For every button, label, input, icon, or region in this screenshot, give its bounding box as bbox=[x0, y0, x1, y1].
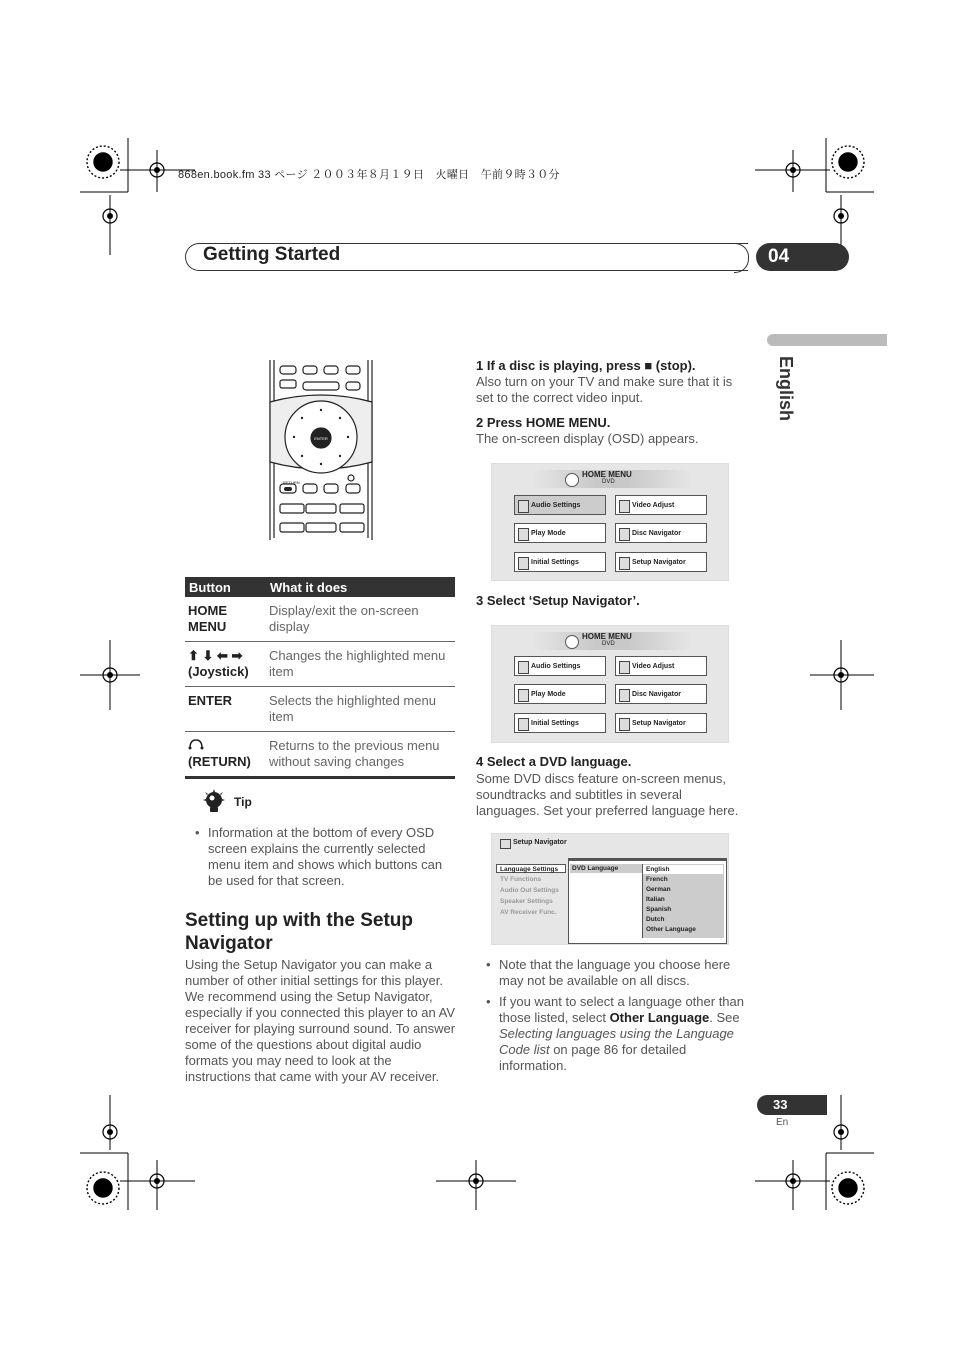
remote-return-label: RETURN bbox=[283, 480, 300, 485]
row-button-label: (RETURN) bbox=[188, 754, 251, 769]
osd-home-menu-screen bbox=[491, 463, 729, 581]
osd-item-play-mode[interactable]: Play Mode bbox=[514, 684, 606, 704]
row-button: ENTER bbox=[185, 687, 266, 732]
disc-nav-icon bbox=[619, 689, 630, 702]
osd-item-initial-settings[interactable]: Initial Settings bbox=[514, 713, 606, 733]
menu-item-tv-functions[interactable]: TV Functions bbox=[500, 876, 542, 883]
remote-control-illustration bbox=[266, 360, 376, 542]
osd-title: HOME MENU bbox=[582, 470, 632, 479]
section-title: Setting up with the Setup Navigator bbox=[185, 910, 413, 954]
play-icon bbox=[518, 528, 529, 541]
table-header-function: What it does bbox=[266, 577, 455, 597]
row-button bbox=[185, 732, 266, 778]
language-option-spanish[interactable]: Spanish bbox=[646, 906, 672, 913]
table-row bbox=[185, 732, 455, 778]
row-button-label: (Joystick) bbox=[188, 664, 249, 679]
language-option-dutch[interactable]: Dutch bbox=[646, 916, 665, 923]
osd-item-audio-settings[interactable]: Audio Settings bbox=[514, 495, 606, 515]
speaker-icon bbox=[518, 661, 529, 674]
monitor-icon bbox=[619, 661, 630, 674]
language-option-italian[interactable]: Italian bbox=[646, 896, 665, 903]
setup-icon bbox=[619, 718, 630, 731]
step-2-heading: 2 Press HOME MENU. bbox=[476, 415, 611, 430]
page-number: 33 bbox=[757, 1095, 827, 1115]
play-icon bbox=[518, 689, 529, 702]
disc-icon bbox=[565, 635, 579, 649]
step-3-heading: 3 Select ‘Setup Navigator’. bbox=[476, 593, 640, 608]
osd-setup-navigator-screen bbox=[491, 833, 729, 945]
osd-subtitle: DVD bbox=[602, 479, 615, 485]
button-function-table bbox=[185, 577, 455, 779]
note-link-title: Selecting languages using the Language Code list bbox=[499, 1026, 734, 1057]
remote-enter-label: ENTER bbox=[314, 436, 328, 441]
language-option-other[interactable]: Other Language bbox=[646, 926, 696, 933]
tip-label: Tip bbox=[234, 795, 252, 809]
chapter-number: 04 bbox=[756, 243, 849, 271]
page-language: En bbox=[776, 1117, 789, 1128]
dvd-language-field: DVD Language bbox=[570, 864, 642, 873]
row-description: Returns to the previous menu without saving changes bbox=[266, 732, 455, 778]
row-description: Selects the highlighted menu item bbox=[266, 687, 455, 732]
osd-item-video-adjust[interactable]: Video Adjust bbox=[615, 656, 707, 676]
row-button bbox=[185, 642, 266, 687]
disc-nav-icon bbox=[619, 528, 630, 541]
table-row bbox=[185, 642, 455, 687]
settings-icon bbox=[518, 718, 529, 731]
chapter-title: Getting Started bbox=[203, 244, 341, 265]
setup-icon bbox=[619, 557, 630, 570]
note-text: . See bbox=[709, 1010, 740, 1025]
osd-item-disc-navigator[interactable]: Disc Navigator bbox=[615, 523, 707, 543]
row-description: Changes the highlighted menu item bbox=[266, 642, 455, 687]
step-2-body: The on-screen display (OSD) appears. bbox=[476, 431, 699, 446]
step-1-body: Also turn on your TV and make sure that it is set to the correct video input. bbox=[476, 374, 733, 405]
language-tab bbox=[767, 334, 887, 346]
lightbulb-icon bbox=[201, 789, 227, 815]
osd-item-setup-navigator[interactable]: Setup Navigator bbox=[615, 552, 707, 572]
row-button: HOME MENU bbox=[185, 597, 266, 642]
arrow-icons: ⬆ ⬇ ⬅ ➡ bbox=[188, 648, 243, 663]
note-availability: • Note that the language you choose here may not be available on all discs. bbox=[499, 957, 749, 989]
osd-item-play-mode[interactable]: Play Mode bbox=[514, 523, 606, 543]
menu-item-audio-out-settings[interactable]: Audio Out Settings bbox=[500, 887, 559, 894]
monitor-icon bbox=[619, 500, 630, 513]
step-1-heading: 1 If a disc is playing, press ■ (stop). bbox=[476, 358, 696, 373]
disc-icon bbox=[565, 473, 579, 487]
step-4-heading: 4 Select a DVD language. bbox=[476, 754, 632, 769]
osd-item-disc-navigator[interactable]: Disc Navigator bbox=[615, 684, 707, 704]
osd-item-video-adjust[interactable]: Video Adjust bbox=[615, 495, 707, 515]
setup-icon bbox=[500, 839, 511, 849]
language-option-german[interactable]: German bbox=[646, 886, 671, 893]
osd-item-initial-settings[interactable]: Initial Settings bbox=[514, 552, 606, 572]
menu-item-speaker-settings[interactable]: Speaker Settings bbox=[500, 898, 553, 905]
table-row bbox=[185, 687, 455, 732]
osd-subtitle: DVD bbox=[602, 641, 615, 647]
language-option-english[interactable]: English bbox=[643, 865, 723, 874]
print-header: 868en.book.fm 33 ページ ２００３年８月１９日 火曜日 午前９時３０分 bbox=[178, 169, 560, 181]
speaker-icon bbox=[518, 500, 529, 513]
section-body: Using the Setup Navigator you can make a number of other initial settings for this player. We recommend using the Setup Navigator, especially if you connected this player to an AV receiver for playing surround sound. To answer some of the questions about digital audio formats you may need to look at the instructions that came with your AV receiver. bbox=[185, 957, 456, 1084]
note-text: If you want to select a language other than those listed, select bbox=[499, 994, 745, 1025]
language-option-french[interactable]: French bbox=[646, 876, 668, 883]
step-4-body: Some DVD discs feature on-screen menus, soundtracks and subtitles in several languages. Set your preferred language here. bbox=[476, 771, 739, 818]
menu-item-language-settings[interactable]: Language Settings bbox=[496, 864, 566, 873]
osd-setup-title: Setup Navigator bbox=[513, 839, 567, 846]
osd-title: HOME MENU bbox=[582, 632, 632, 641]
return-icon bbox=[188, 738, 204, 750]
tip-text: • Information at the bottom of every OSD screen explains the currently selected menu item and shows which buttons can be used for that screen. bbox=[208, 825, 458, 889]
menu-item-av-receiver-func[interactable]: AV Receiver Func. bbox=[500, 909, 557, 916]
table-header-button: Button bbox=[185, 577, 266, 597]
settings-icon bbox=[518, 557, 529, 570]
note-text: on page 86 for detailed information. bbox=[499, 1042, 687, 1073]
osd-item-setup-navigator[interactable]: Setup Navigator bbox=[615, 713, 707, 733]
language-label: English bbox=[776, 356, 796, 422]
row-description: Display/exit the on-screen display bbox=[266, 597, 455, 642]
note-bold: Other Language bbox=[609, 1010, 710, 1025]
osd-home-menu-screen-select bbox=[491, 625, 729, 743]
osd-item-audio-settings[interactable]: Audio Settings bbox=[514, 656, 606, 676]
table-row bbox=[185, 597, 455, 642]
note-other-language bbox=[499, 994, 749, 1074]
